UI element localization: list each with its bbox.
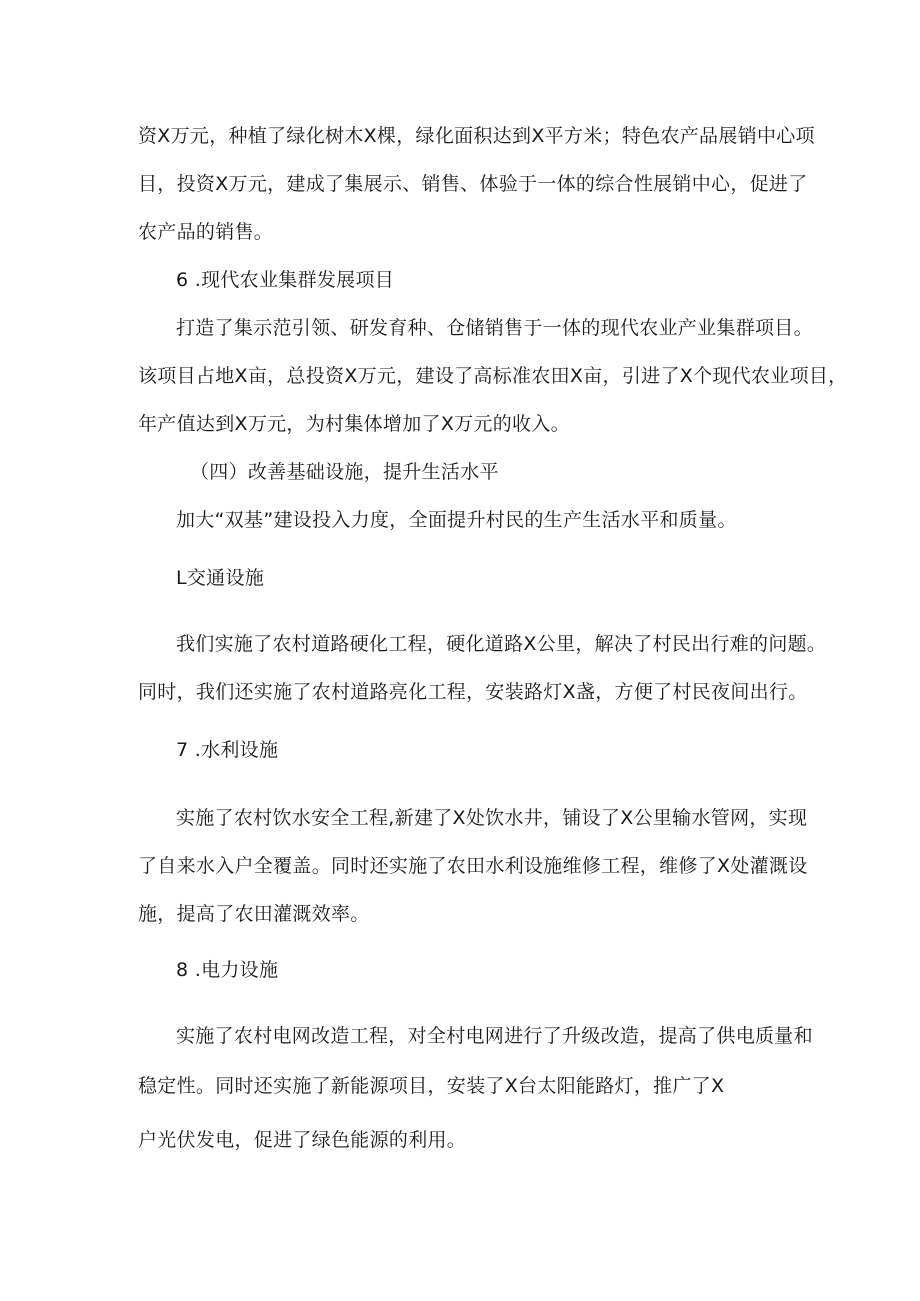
paragraph-line: 打造了集示范引领、研发育种、仓储销售于一体的现代农业产业集群项目。 [176, 317, 813, 339]
paragraph-line: 农产品的销售。 [138, 221, 274, 243]
paragraph-line: 同时，我们还实施了农村道路亮化工程，安装路灯X盏，方便了村民夜间出行。 [138, 681, 808, 703]
paragraph-line: 实施了农村饮水安全工程,新建了X处饮水井，铺设了X公里输水管网，实现 [176, 807, 808, 829]
item-7-heading: 7 .水利设施 [176, 739, 279, 761]
paragraph-line: 年产值达到X万元，为村集体增加了X万元的收入。 [138, 413, 570, 435]
item-6-heading: 6 .现代农业集群发展项目 [176, 269, 395, 291]
paragraph-line: 施，提高了农田灌溉效率。 [138, 903, 370, 925]
paragraph-line: 该项目占地X亩，总投资X万元，建设了高标准农田X亩，引进了X个现代农业项目， [138, 365, 848, 387]
paragraph-line: 实施了农村电网改造工程，对全村电网进行了升级改造，提高了供电质量和 [176, 1025, 813, 1047]
paragraph-line: 目，投资X万元，建成了集展示、销售、体验于一体的综合性展销中心，促进了 [138, 173, 808, 195]
paragraph-line: 了自来水入户全覆盖。同时还实施了农田水利设施维修工程，维修了X处灌溉设 [138, 855, 808, 877]
paragraph-line: 稳定性。同时还实施了新能源项目，安装了X台太阳能路灯，推广了X [138, 1075, 725, 1097]
transport-heading: L交通设施 [176, 567, 265, 589]
paragraph-line: 资X万元，种植了绿化树木X棵，绿化面积达到X平方米；特色农产品展销中心项 [138, 125, 815, 147]
item-8-heading: 8 .电力设施 [176, 959, 279, 981]
section-4-heading: （四）改善基础设施，提升生活水平 [190, 461, 499, 483]
paragraph-line: 户光伏发电，促进了绿色能源的利用。 [138, 1129, 467, 1151]
section-4-intro: 加大“双基”建设投入力度，全面提升村民的生产生活水平和质量。 [176, 509, 737, 531]
paragraph-line: 我们实施了农村道路硬化工程，硬化道路X公里，解决了村民出行难的问题。 [176, 633, 827, 655]
